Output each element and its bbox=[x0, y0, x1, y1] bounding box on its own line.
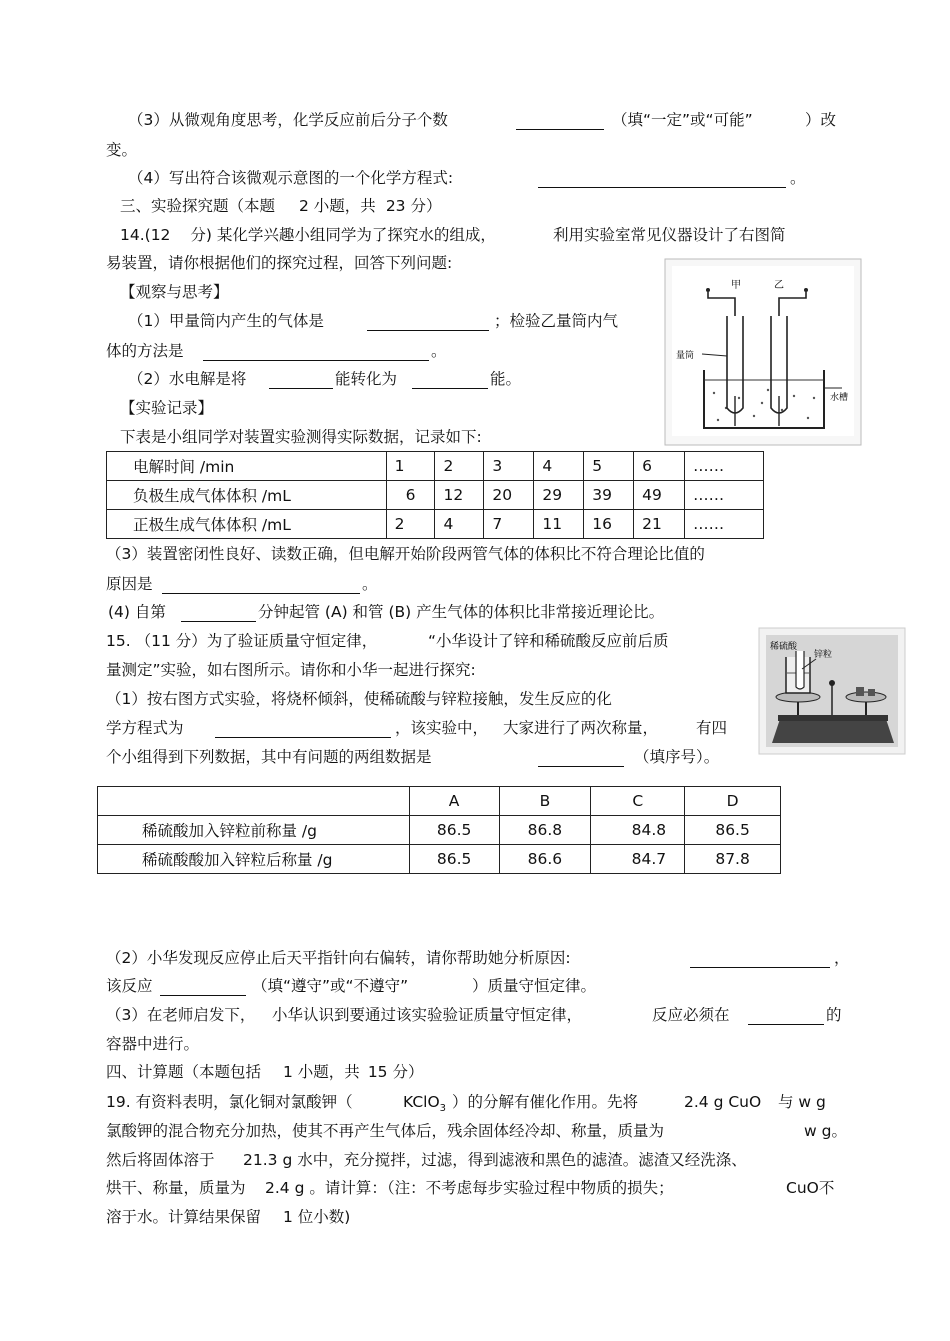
q13-p4-blank[interactable] bbox=[538, 171, 786, 188]
q15-line1-tail: “小华设计了锌和稀硫酸反应前后质 bbox=[428, 632, 669, 650]
table-row: 负极生成气体体积 /mL 6 12 20 29 39 49 …… bbox=[107, 481, 764, 510]
table-header-row: A B C D bbox=[98, 787, 781, 816]
q15-p2-hint: （填“遵守”或“不遵守” bbox=[252, 977, 409, 995]
q14-p1-line2: 体的方法是 bbox=[106, 342, 184, 360]
q15-p3-line2: 容器中进行。 bbox=[106, 1035, 200, 1053]
q19-line1-mid: ）的分解有催化作用。先将 bbox=[452, 1093, 639, 1111]
q14-p3-blank[interactable] bbox=[162, 577, 360, 594]
q15-p1-mid3: 有四 bbox=[696, 719, 728, 737]
q15-p3-mid2: 反应必须在 bbox=[652, 1006, 730, 1024]
q13-p3-tail: ）改 bbox=[805, 111, 837, 129]
q15-p1-end: （填序号）。 bbox=[634, 748, 720, 766]
label-zinc: 锌粒 bbox=[814, 650, 833, 660]
section4-heading: 四、计算题（本题包括 1 小题，共 15 分） bbox=[106, 1063, 424, 1081]
q13-p3-hint: （填“一定”或“可能” bbox=[612, 111, 753, 129]
q19-line5: 溶于水。计算结果保留 1 位小数) bbox=[106, 1208, 351, 1226]
q15-p2-line2: 该反应 bbox=[106, 977, 153, 995]
q14-p1-end: 。 bbox=[431, 342, 447, 360]
q15-p2-blank2[interactable] bbox=[160, 979, 246, 996]
q15-p1-mid: ，该实验中， bbox=[395, 719, 489, 737]
q14-line1-tail: 利用实验室常见仪器设计了右图简 bbox=[553, 226, 786, 244]
q14-p1-blank2[interactable] bbox=[203, 344, 429, 361]
section3-heading: 三、实验探究题（本题 2 小题，共 23 分） bbox=[120, 197, 442, 215]
q14-p3-line1: （3）装置密闭性良好、读数正确，但电解开始阶段两管气体的体积比不符合理论比值的 bbox=[106, 545, 705, 563]
q19-line4-mid: 2.4 g 。请计算：（注：不考虑每步实验过程中物质的损失； bbox=[265, 1179, 674, 1197]
table-row: 稀硫酸加入锌粒前称量 /g 86.5 86.8 84.8 86.5 bbox=[98, 816, 781, 845]
label-jia: 甲 bbox=[731, 280, 741, 291]
q19-line4-end: CuO不 bbox=[786, 1179, 835, 1197]
q14-p1-line1: （1）甲量筒内产生的气体是 bbox=[128, 312, 324, 330]
q19-line1-end: 与 w g bbox=[778, 1093, 826, 1111]
q14-line1: 14.(12 分) 某化学兴趣小组同学为了探究水的组成， bbox=[120, 226, 496, 244]
mass-measurement-table bbox=[97, 786, 781, 874]
q15-line2: 量测定”实验，如右图所示。请你和小华一起进行探究: bbox=[106, 661, 476, 679]
q14-p1-line1-tail: ；检验乙量筒内气 bbox=[494, 312, 619, 330]
q14-line2: 易装置，请你根据他们的探究过程，回答下列问题: bbox=[106, 254, 453, 272]
label-cylinder: 量筒 bbox=[676, 351, 695, 361]
q15-p1-line1: （1）按右图方式实验，将烧杯倾斜，使稀硫酸与锌粒接触，发生反应的化 bbox=[106, 690, 612, 708]
q14-p2: （2）水电解是将 bbox=[128, 370, 247, 388]
q15-p2-comma: ， bbox=[834, 949, 850, 967]
label-acid: 稀硫酸 bbox=[770, 642, 798, 652]
q15-p3-mid: 小华认识到要通过该实验验证质量守恒定律， bbox=[272, 1006, 583, 1024]
q19-line4: 烘干、称量，质量为 bbox=[106, 1179, 246, 1197]
label-yi: 乙 bbox=[774, 280, 784, 291]
q15-p3-blank[interactable] bbox=[748, 1008, 824, 1025]
q15-p1-line3: 个小组得到下列数据，其中有问题的两组数据是 bbox=[106, 748, 432, 766]
q14-p3-line2: 原因是 bbox=[106, 575, 153, 593]
q19-line3-tail: 21.3 g 水中，充分搅拌，过滤，得到滤液和黑色的滤渣。滤渣又经洗涤、 bbox=[243, 1151, 747, 1169]
q13-p3-line1: （3）从微观角度思考，化学反应前后分子个数 bbox=[128, 111, 448, 129]
q19-line2-end: w g。 bbox=[804, 1122, 847, 1140]
q15-p1-mid2: 大家进行了两次称量， bbox=[503, 719, 659, 737]
q14-p4-blank[interactable] bbox=[181, 605, 256, 622]
q14-p2-mid: 能转化为 bbox=[335, 370, 398, 388]
electrolysis-data-table bbox=[106, 451, 764, 539]
q15-line1: 15. （11 分）为了验证质量守恒定律， bbox=[106, 632, 378, 650]
q15-p1-blank2[interactable] bbox=[538, 750, 624, 767]
q14-p2-blank1[interactable] bbox=[269, 372, 333, 389]
q19-line1-cuo: 2.4 g CuO bbox=[684, 1093, 762, 1111]
label-tank: 水槽 bbox=[830, 393, 849, 403]
q13-p4-end: 。 bbox=[790, 169, 806, 187]
q13-p4: （4）写出符合该微观示意图的一个化学方程式: bbox=[128, 169, 454, 187]
balance-experiment-figure bbox=[758, 627, 906, 755]
q15-p3-line1: （3）在老师启发下， bbox=[106, 1006, 256, 1024]
q19-line2: 氯酸钾的混合物充分加热，使其不再产生气体后，残余固体经冷却、称量，质量为 bbox=[106, 1122, 665, 1140]
table-row: 正极生成气体体积 /mL 2 4 7 11 16 21 …… bbox=[107, 510, 764, 539]
q14-p3-end: 。 bbox=[362, 575, 378, 593]
table-row: 稀硫酸酸加入锌粒后称量 /g 86.5 86.6 84.7 87.8 bbox=[98, 845, 781, 874]
table-row: 电解时间 /min 1 2 3 4 5 6 …… bbox=[107, 452, 764, 481]
q15-p1-blank1[interactable] bbox=[215, 721, 391, 738]
q19-line3: 然后将固体溶于 bbox=[106, 1151, 215, 1169]
q14-p1-blank1[interactable] bbox=[367, 314, 489, 331]
q13-p3-line2: 变。 bbox=[106, 141, 138, 159]
q19-line1: 19. 有资料表明，氯化铜对氯酸钾（ bbox=[106, 1093, 353, 1111]
electrolysis-apparatus-figure bbox=[664, 258, 862, 446]
q15-p1-line2: 学方程式为 bbox=[106, 719, 184, 737]
q15-p3-de: 的 bbox=[826, 1006, 842, 1024]
q13-p3-blank[interactable] bbox=[516, 113, 604, 130]
q15-p2-blank1[interactable] bbox=[690, 951, 830, 968]
q19-formula: KClO$_3$ bbox=[403, 1093, 447, 1115]
q14-observe-heading: 【观察与思考】 bbox=[120, 283, 229, 301]
q14-p4-tail: 分钟起管 (A) 和管 (B) 产生气体的体积比非常接近理论比。 bbox=[258, 603, 665, 621]
q14-table-intro: 下表是小组同学对装置实验测得实际数据，记录如下: bbox=[120, 428, 482, 446]
q14-p4: (4) 自第 bbox=[108, 603, 166, 621]
q15-p2-end: ）质量守恒定律。 bbox=[472, 977, 597, 995]
q15-p2-line1: （2）小华发现反应停止后天平指针向右偏转，请你帮助她分析原因: bbox=[106, 949, 571, 967]
q14-record-heading: 【实验记录】 bbox=[120, 399, 214, 417]
q14-p2-blank2[interactable] bbox=[412, 372, 488, 389]
q14-p2-end: 能。 bbox=[490, 370, 522, 388]
